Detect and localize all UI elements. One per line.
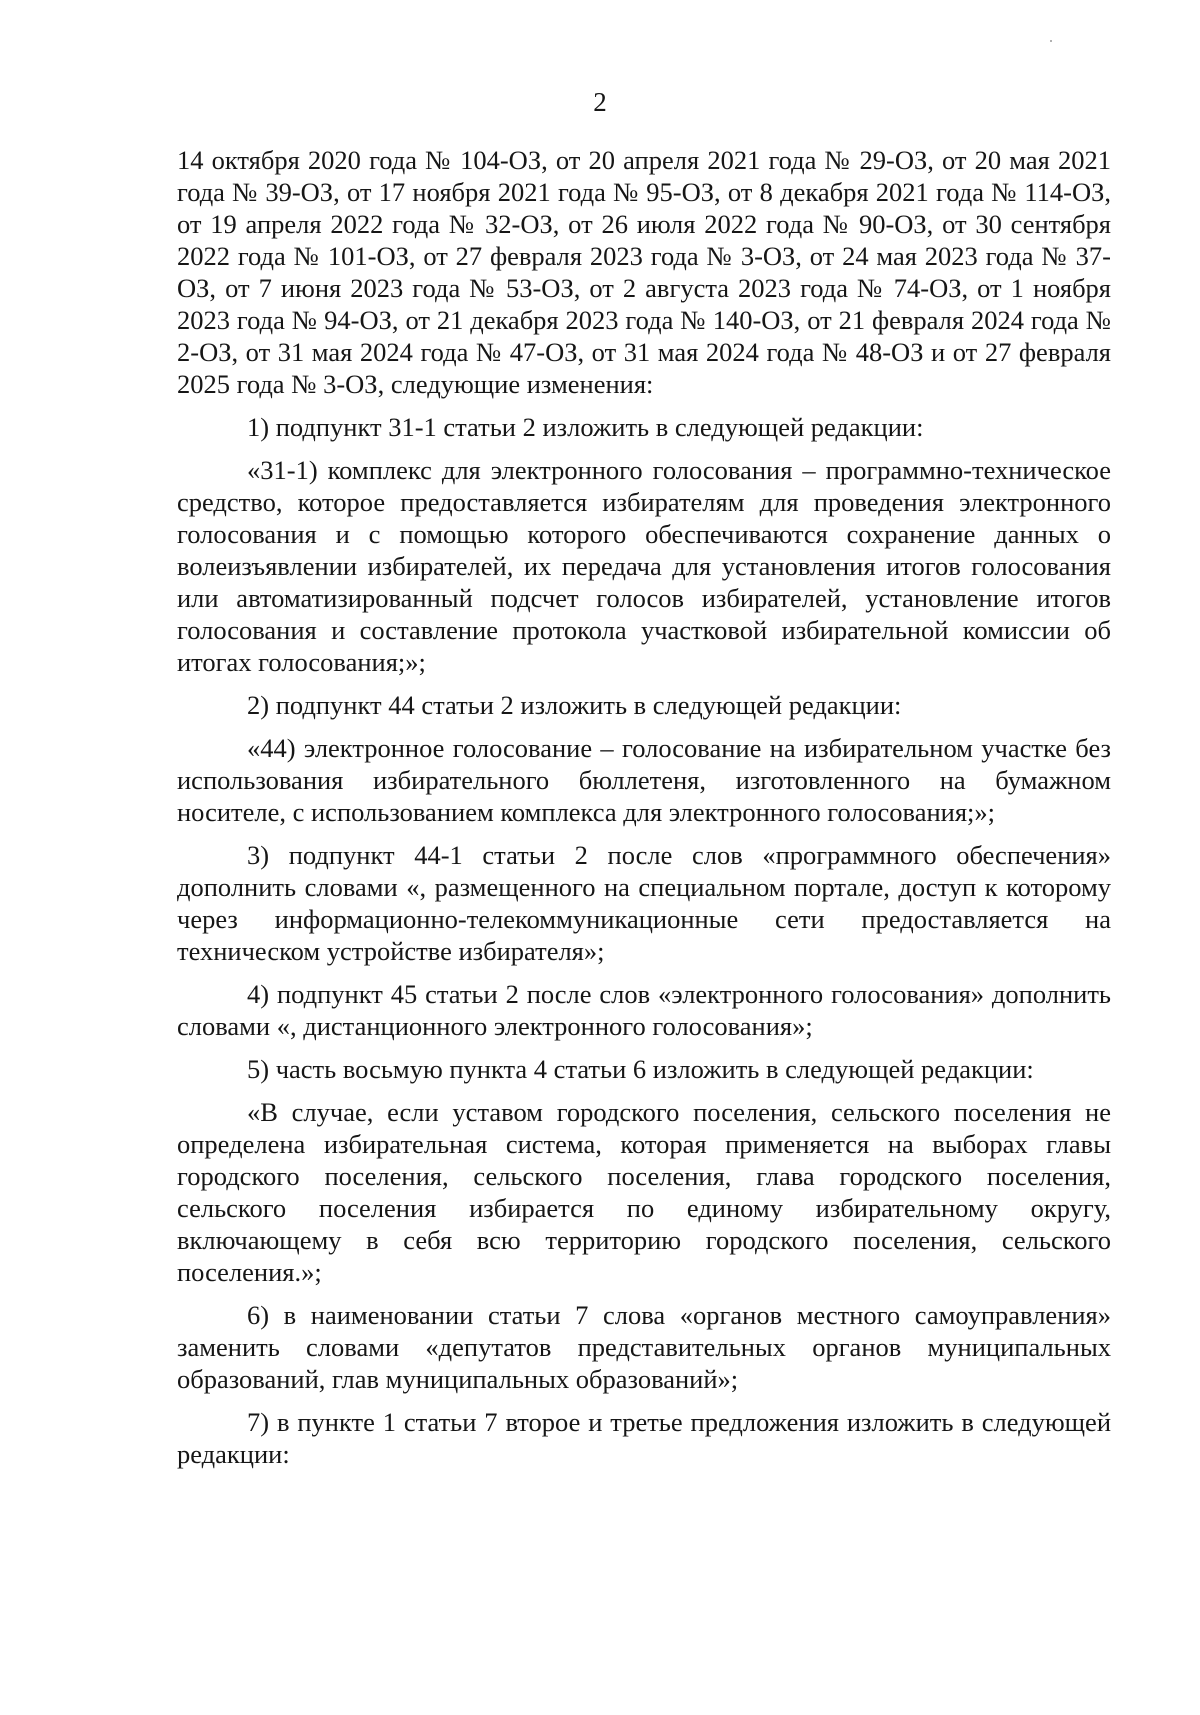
page-number: 2	[593, 87, 607, 117]
item-2-paragraph: 2) подпункт 44 статьи 2 изложить в следующей редакции:	[247, 690, 902, 720]
intro-paragraph: 14 октября 2020 года № 104-ОЗ, от 20 апреля 2021 года № 29-ОЗ, от 20 мая 2021 года № 39-ОЗ, от 17 ноября 2021 года № 95-ОЗ, от 8 декабря 2021 года № 114-ОЗ, от 19 апреля 2022 года № 32-ОЗ, от 26 июля 2022 года № 90-ОЗ, от 30 сентября 2022 года № 101-ОЗ, от 27 февраля 2023 года № 3-ОЗ, от 24 мая 2023 года № 37-ОЗ, от 7 июня 2023 года № 53-ОЗ, от 2 августа 2023 года № 74-ОЗ, от 1 ноября 2023 года № 94-ОЗ, от 21 декабря 2023 года № 140-ОЗ, от 21 февраля 2024 года № 2-ОЗ, от 31 мая 2024 года № 47-ОЗ, от 31 мая 2024 года № 48-ОЗ и от 27 февраля 2025 года № 3-ОЗ, следующие изменения:	[177, 145, 1111, 399]
item-7-paragraph: 7) в пункте 1 статьи 7 второе и третье предложения изложить в следующей редакции:	[177, 1407, 1111, 1469]
item-5-quote-paragraph: «В случае, если уставом городского поселения, сельского поселения не определена избирательная система, которая применяется на выборах главы городского поселения, сельского поселения, глава городского поселения, сельского поселения избирается по единому избирательному округу, включающему в себя всю территорию городского поселения, сельского поселения.»;	[177, 1097, 1111, 1287]
item-1-paragraph: 1) подпункт 31-1 статьи 2 изложить в следующей редакции:	[247, 412, 924, 442]
document-body	[177, 144, 1111, 1470]
item-6-paragraph: 6) в наименовании статьи 7 слова «органов местного самоуправления» заменить словами «депутатов представительных органов муниципальных образований, глав муниципальных образований»;	[177, 1300, 1111, 1394]
item-4-paragraph: 4) подпункт 45 статьи 2 после слов «электронного голосования» дополнить словами «, дистанционного электронного голосования»;	[177, 979, 1111, 1041]
item-1-quote-paragraph: «31-1) комплекс для электронного голосования – программно-техническое средство, которое предоставляется избирателям для проведения электронного голосования и с помощью которого обеспечиваются сохранение данных о волеизъявлении избирателей, их передача для установления итогов голосования или автоматизированный подсчет голосов избирателей, установление итогов голосования и составление протокола участковой избирательной комиссии об итогах голосования;»;	[177, 455, 1111, 677]
item-5-paragraph: 5) часть восьмую пункта 4 статьи 6 изложить в следующей редакции:	[247, 1054, 1034, 1084]
item-2-quote-paragraph: «44) электронное голосование – голосование на избирательном участке без использования избирательного бюллетеня, изготовленного на бумажном носителе, с использованием комплекса для электронного голосования;»;	[177, 733, 1111, 827]
scan-speck	[1050, 40, 1052, 42]
item-3-paragraph: 3) подпункт 44-1 статьи 2 после слов «программного обеспечения» дополнить словами «, размещенного на специальном портале, доступ к которому через информационно-телекоммуникационные сети предоставляется на техническом устройстве избирателя»;	[177, 840, 1111, 966]
